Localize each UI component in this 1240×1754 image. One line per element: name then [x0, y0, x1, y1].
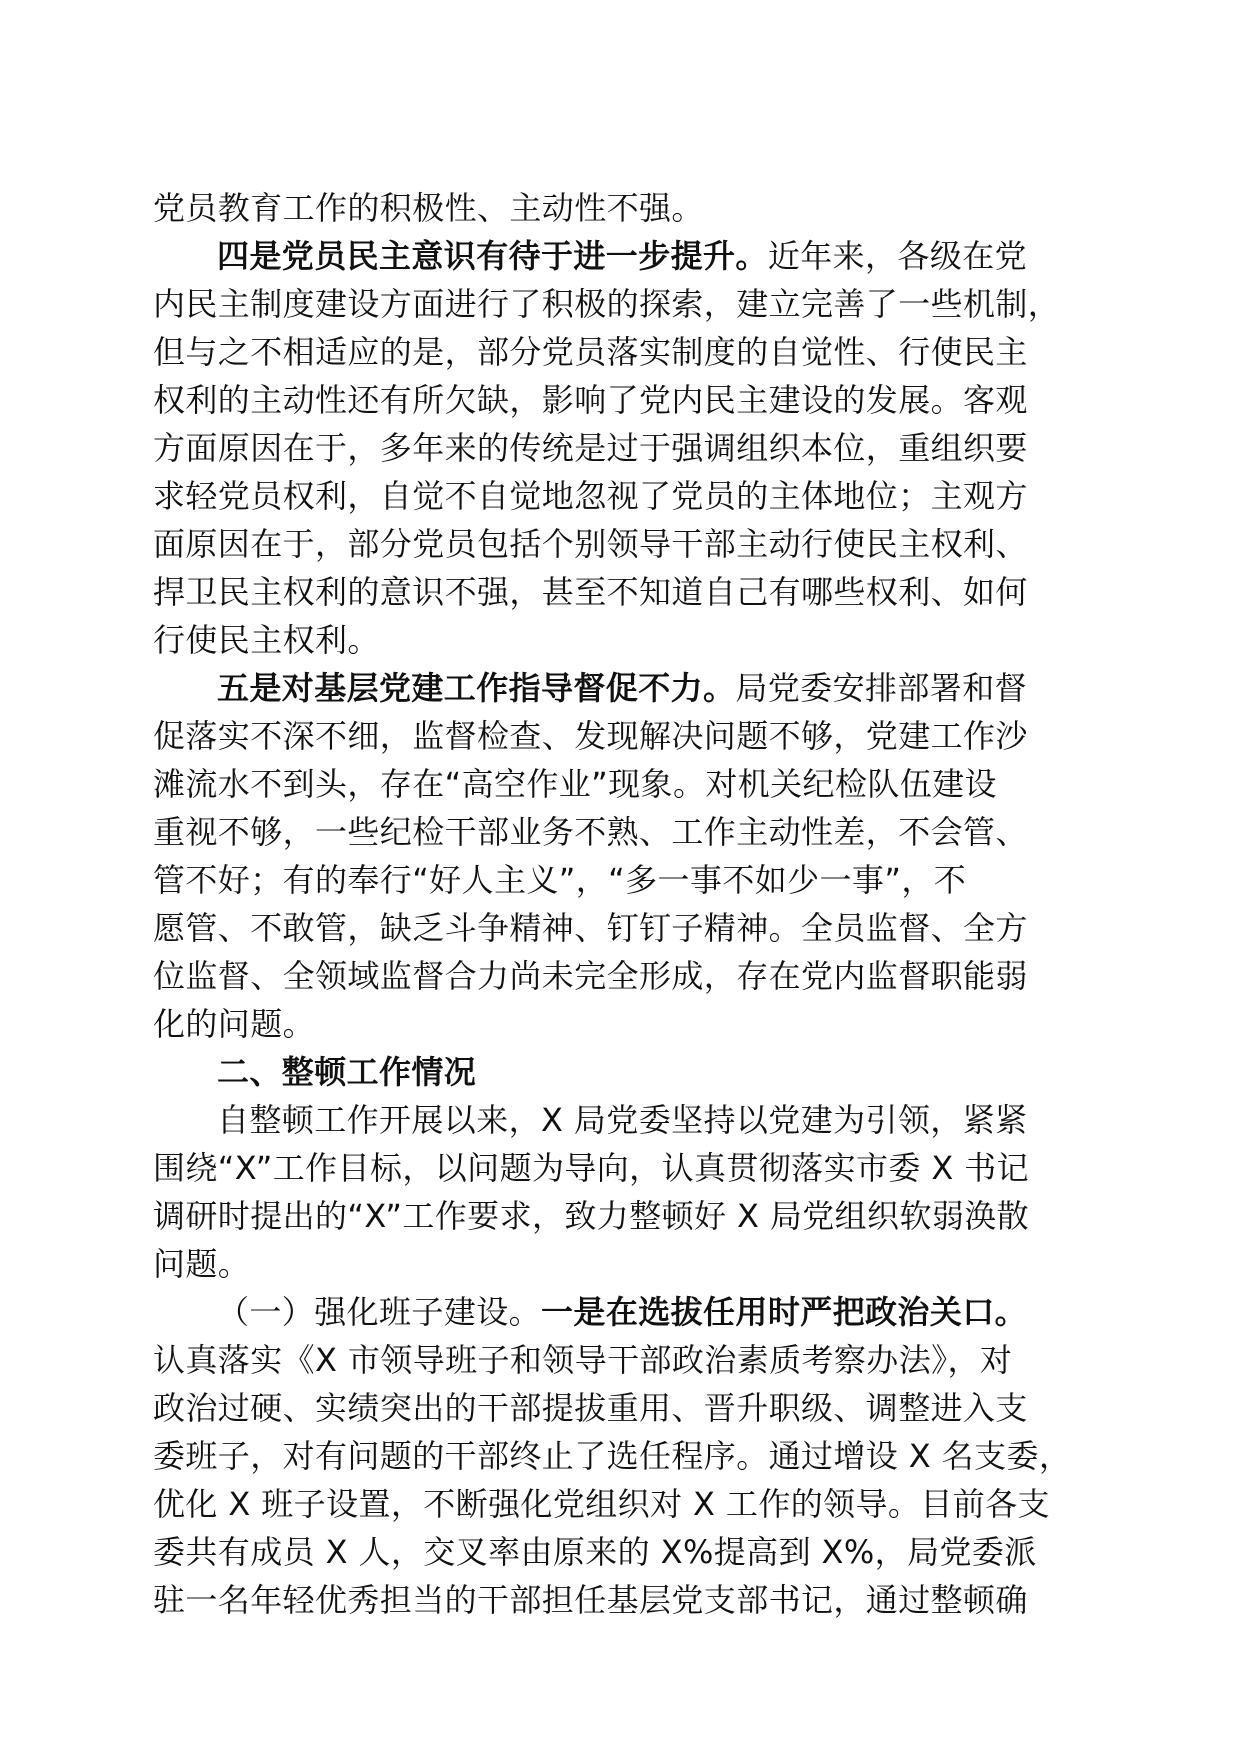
bold-text-run: 五是对基层党建工作指导督促不力。	[217, 669, 736, 707]
text-line	[153, 1576, 1107, 1624]
text-line	[153, 328, 1107, 376]
text-run: 近年来，各级在党	[767, 237, 1028, 275]
text-line	[153, 952, 1107, 1000]
text-run: 重视不够，一些纪检干部业务不熟、工作主动性差，不会管、	[153, 813, 1028, 851]
text-line	[153, 1480, 1107, 1528]
text-run: （一）强化班子建设。	[217, 1293, 542, 1331]
text-line	[153, 376, 1107, 424]
text-line	[153, 808, 1107, 856]
text-run: 党员教育工作的积极性、主动性不强。	[153, 189, 704, 227]
text-line	[153, 1336, 1107, 1384]
text-run: 求轻党员权利，自觉不自觉地忽视了党员的主体地位；主观方	[153, 477, 1028, 515]
text-run: 内民主制度建设方面进行了积极的探索，建立完善了一些机制，	[153, 285, 1061, 323]
paragraph	[153, 184, 1107, 232]
text-run: 委共有成员 X 人，交叉率由原来的 X%提高到 X%，局党委派	[153, 1533, 1037, 1571]
text-run: 权利的主动性还有所欠缺，影响了党内民主建设的发展。客观	[153, 381, 1028, 419]
section-heading	[153, 1048, 1107, 1096]
text-run: 愿管、不敢管，缺乏斗争精神、钉钉子精神。全员监督、全方	[153, 909, 1028, 947]
text-line	[153, 1144, 1107, 1192]
text-line	[153, 1288, 1107, 1336]
text-run: 调研时提出的“X”工作要求，致力整顿好 X 局党组织软弱涣散	[153, 1197, 1030, 1235]
text-run: 行使民主权利。	[153, 621, 380, 659]
text-line	[153, 904, 1107, 952]
text-line	[153, 280, 1107, 328]
text-line	[153, 712, 1107, 760]
text-line	[153, 664, 1107, 712]
text-line	[153, 520, 1107, 568]
paragraph	[153, 1288, 1107, 1624]
text-line	[153, 1192, 1107, 1240]
text-line	[153, 1432, 1107, 1480]
text-run: 滩流水不到头，存在“高空作业”现象。对机关纪检队伍建设	[153, 765, 997, 803]
paragraph	[153, 1096, 1107, 1288]
text-line	[153, 184, 1107, 232]
text-run: 驻一名年轻优秀担当的干部担任基层党支部书记，通过整顿确	[153, 1581, 1028, 1619]
text-line	[153, 1048, 1107, 1096]
text-line	[153, 616, 1107, 664]
text-line	[153, 472, 1107, 520]
text-line	[153, 232, 1107, 280]
text-line	[153, 568, 1107, 616]
text-run: 围绕“X”工作目标，以问题为导向，认真贯彻落实市委 X 书记	[153, 1149, 1030, 1187]
text-run: 自整顿工作开展以来，X 局党委坚持以党建为引领，紧紧	[217, 1101, 1028, 1139]
text-run: 局党委安排部署和督	[735, 669, 1028, 707]
bold-text-run: 一是在选拔任用时严把政治关口。	[541, 1293, 1028, 1331]
text-run: 方面原因在于，多年来的传统是过于强调组织本位，重组织要	[153, 429, 1028, 467]
text-run: 问题。	[153, 1245, 251, 1283]
text-line	[153, 1384, 1107, 1432]
text-run: 位监督、全领域监督合力尚未完全形成，存在党内监督职能弱	[153, 957, 1028, 995]
text-line	[153, 424, 1107, 472]
text-line	[153, 1096, 1107, 1144]
text-run: 管不好；有的奉行“好人主义”，“多一事不如少一事”，不	[153, 861, 967, 899]
text-run: 化的问题。	[153, 1005, 316, 1043]
text-run: 认真落实《X 市领导班子和领导干部政治素质考察办法》，对	[153, 1341, 1013, 1379]
text-line	[153, 1528, 1107, 1576]
text-run: 面原因在于，部分党员包括个别领导干部主动行使民主权利、	[153, 525, 1028, 563]
text-line	[153, 1000, 1107, 1048]
text-run: 优化 X 班子设置，不断强化党组织对 X 工作的领导。目前各支	[153, 1485, 1050, 1523]
text-line	[153, 856, 1107, 904]
text-run: 但与之不相适应的是，部分党员落实制度的自觉性、行使民主	[153, 333, 1028, 371]
text-run: 政治过硬、实绩突出的干部提拔重用、晋升职级、调整进入支	[153, 1389, 1028, 1427]
paragraph	[153, 664, 1107, 1048]
text-line	[153, 760, 1107, 808]
text-run: 促落实不深不细，监督检查、发现解决问题不够，党建工作沙	[153, 717, 1028, 755]
text-run: 捍卫民主权利的意识不强，甚至不知道自己有哪些权利、如何	[153, 573, 1028, 611]
paragraph	[153, 232, 1107, 664]
text-run: 委班子，对有问题的干部终止了选任程序。通过增设 X 名支委，	[153, 1437, 1072, 1475]
bold-text-run: 四是党员民主意识有待于进一步提升。	[217, 237, 768, 275]
document-body	[153, 184, 1107, 1624]
text-line	[153, 1240, 1107, 1288]
bold-text-run: 二、整顿工作情况	[217, 1053, 477, 1091]
